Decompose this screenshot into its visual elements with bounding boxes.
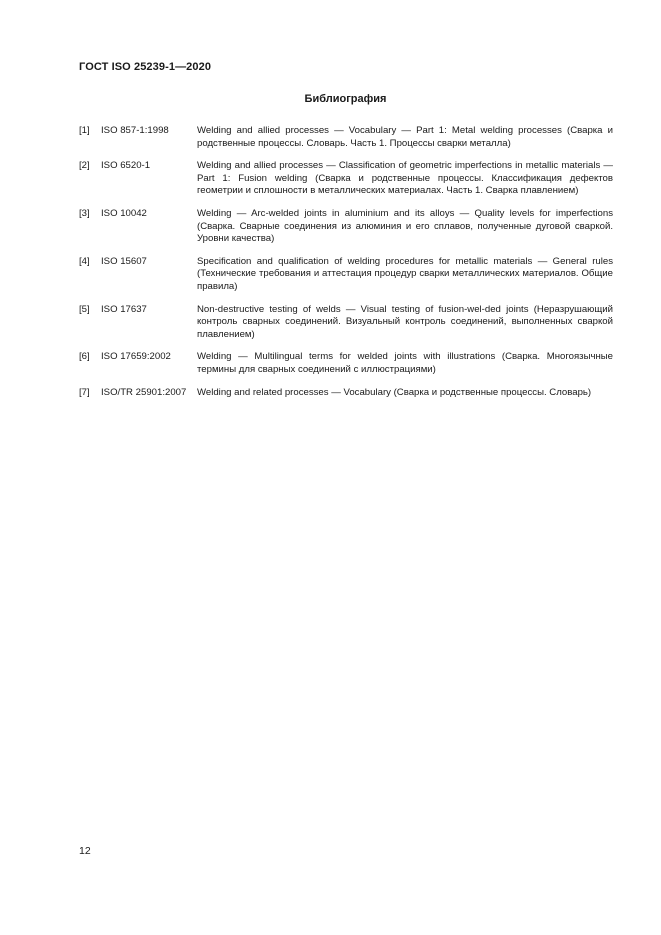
entry-number: [5]: [79, 303, 90, 315]
entry-reference: ISO 857-1:1998: [101, 125, 169, 136]
entry-text: Welding — Arc-welded joints in aluminium and its alloys — Quality levels for imperfections (Сварка. Сварные соединения из алюминия и его сплавов, полученные дуговой сваркой. Уровни качества): [197, 207, 613, 245]
document-header: ГОСТ ISO 25239-1—2020: [79, 61, 212, 73]
entry-text: Welding — Multilingual terms for welded joints with illustrations (Сварка. Многоязычные термины для сварных соединений с иллюстрациями): [197, 351, 613, 375]
entry-number: [1]: [79, 125, 90, 136]
entry-reference: ISO 17659:2002: [101, 351, 171, 363]
entry-text: Welding and allied processes — Vocabulary — Part 1: Metal welding processes (Сварка и родственные процессы. Словарь. Часть 1. Процессы сварки металла): [197, 125, 613, 149]
bibliography-entry: [79, 160, 613, 198]
entry-reference: ISO/TR 25901:2007: [101, 386, 187, 398]
entry-number: [6]: [79, 351, 90, 363]
entry-reference: ISO 15607: [101, 255, 147, 267]
entry-text: Welding and related processes — Vocabulary (Сварка и родственные процессы. Словарь): [197, 386, 592, 398]
bibliography-entry: [79, 256, 613, 294]
entry-number: [4]: [79, 255, 90, 267]
entry-text: Welding and allied processes — Classification of geometric imperfections in metallic materials — Part 1: Fusion welding (Сварка и родственные процессы. Классификация дефектов геометрии и сплошности в металлических материалах. Часть 1. Сварка плавлением): [197, 160, 613, 197]
bibliography-list: [79, 125, 613, 409]
entry-reference: ISO 10042: [101, 207, 147, 219]
entry-text: Non-destructive testing of welds — Visual testing of fusion-wel-ded joints (Неразрушающий контроль сварных соединений. Визуальный контроль соединений, выполненных сваркой плавлением): [197, 303, 613, 340]
section-title: Библиография: [304, 93, 387, 105]
page-number: 12: [79, 845, 91, 857]
entry-reference: ISO 17637: [101, 303, 147, 315]
bibliography-entry: [79, 304, 613, 342]
bibliography-entry: [79, 208, 613, 246]
entry-number: [3]: [79, 207, 90, 219]
entry-number: [2]: [79, 160, 90, 172]
bibliography-entry: [79, 125, 613, 150]
entry-reference: ISO 6520-1: [101, 160, 151, 172]
bibliography-entry: [79, 351, 613, 376]
bibliography-entry: [79, 387, 613, 400]
entry-number: [7]: [79, 386, 90, 398]
entry-text: Specification and qualification of welding procedures for metallic materials — General rules (Технические требования и аттестация процедур сварки металлических материалов. Общие правила): [197, 255, 613, 292]
